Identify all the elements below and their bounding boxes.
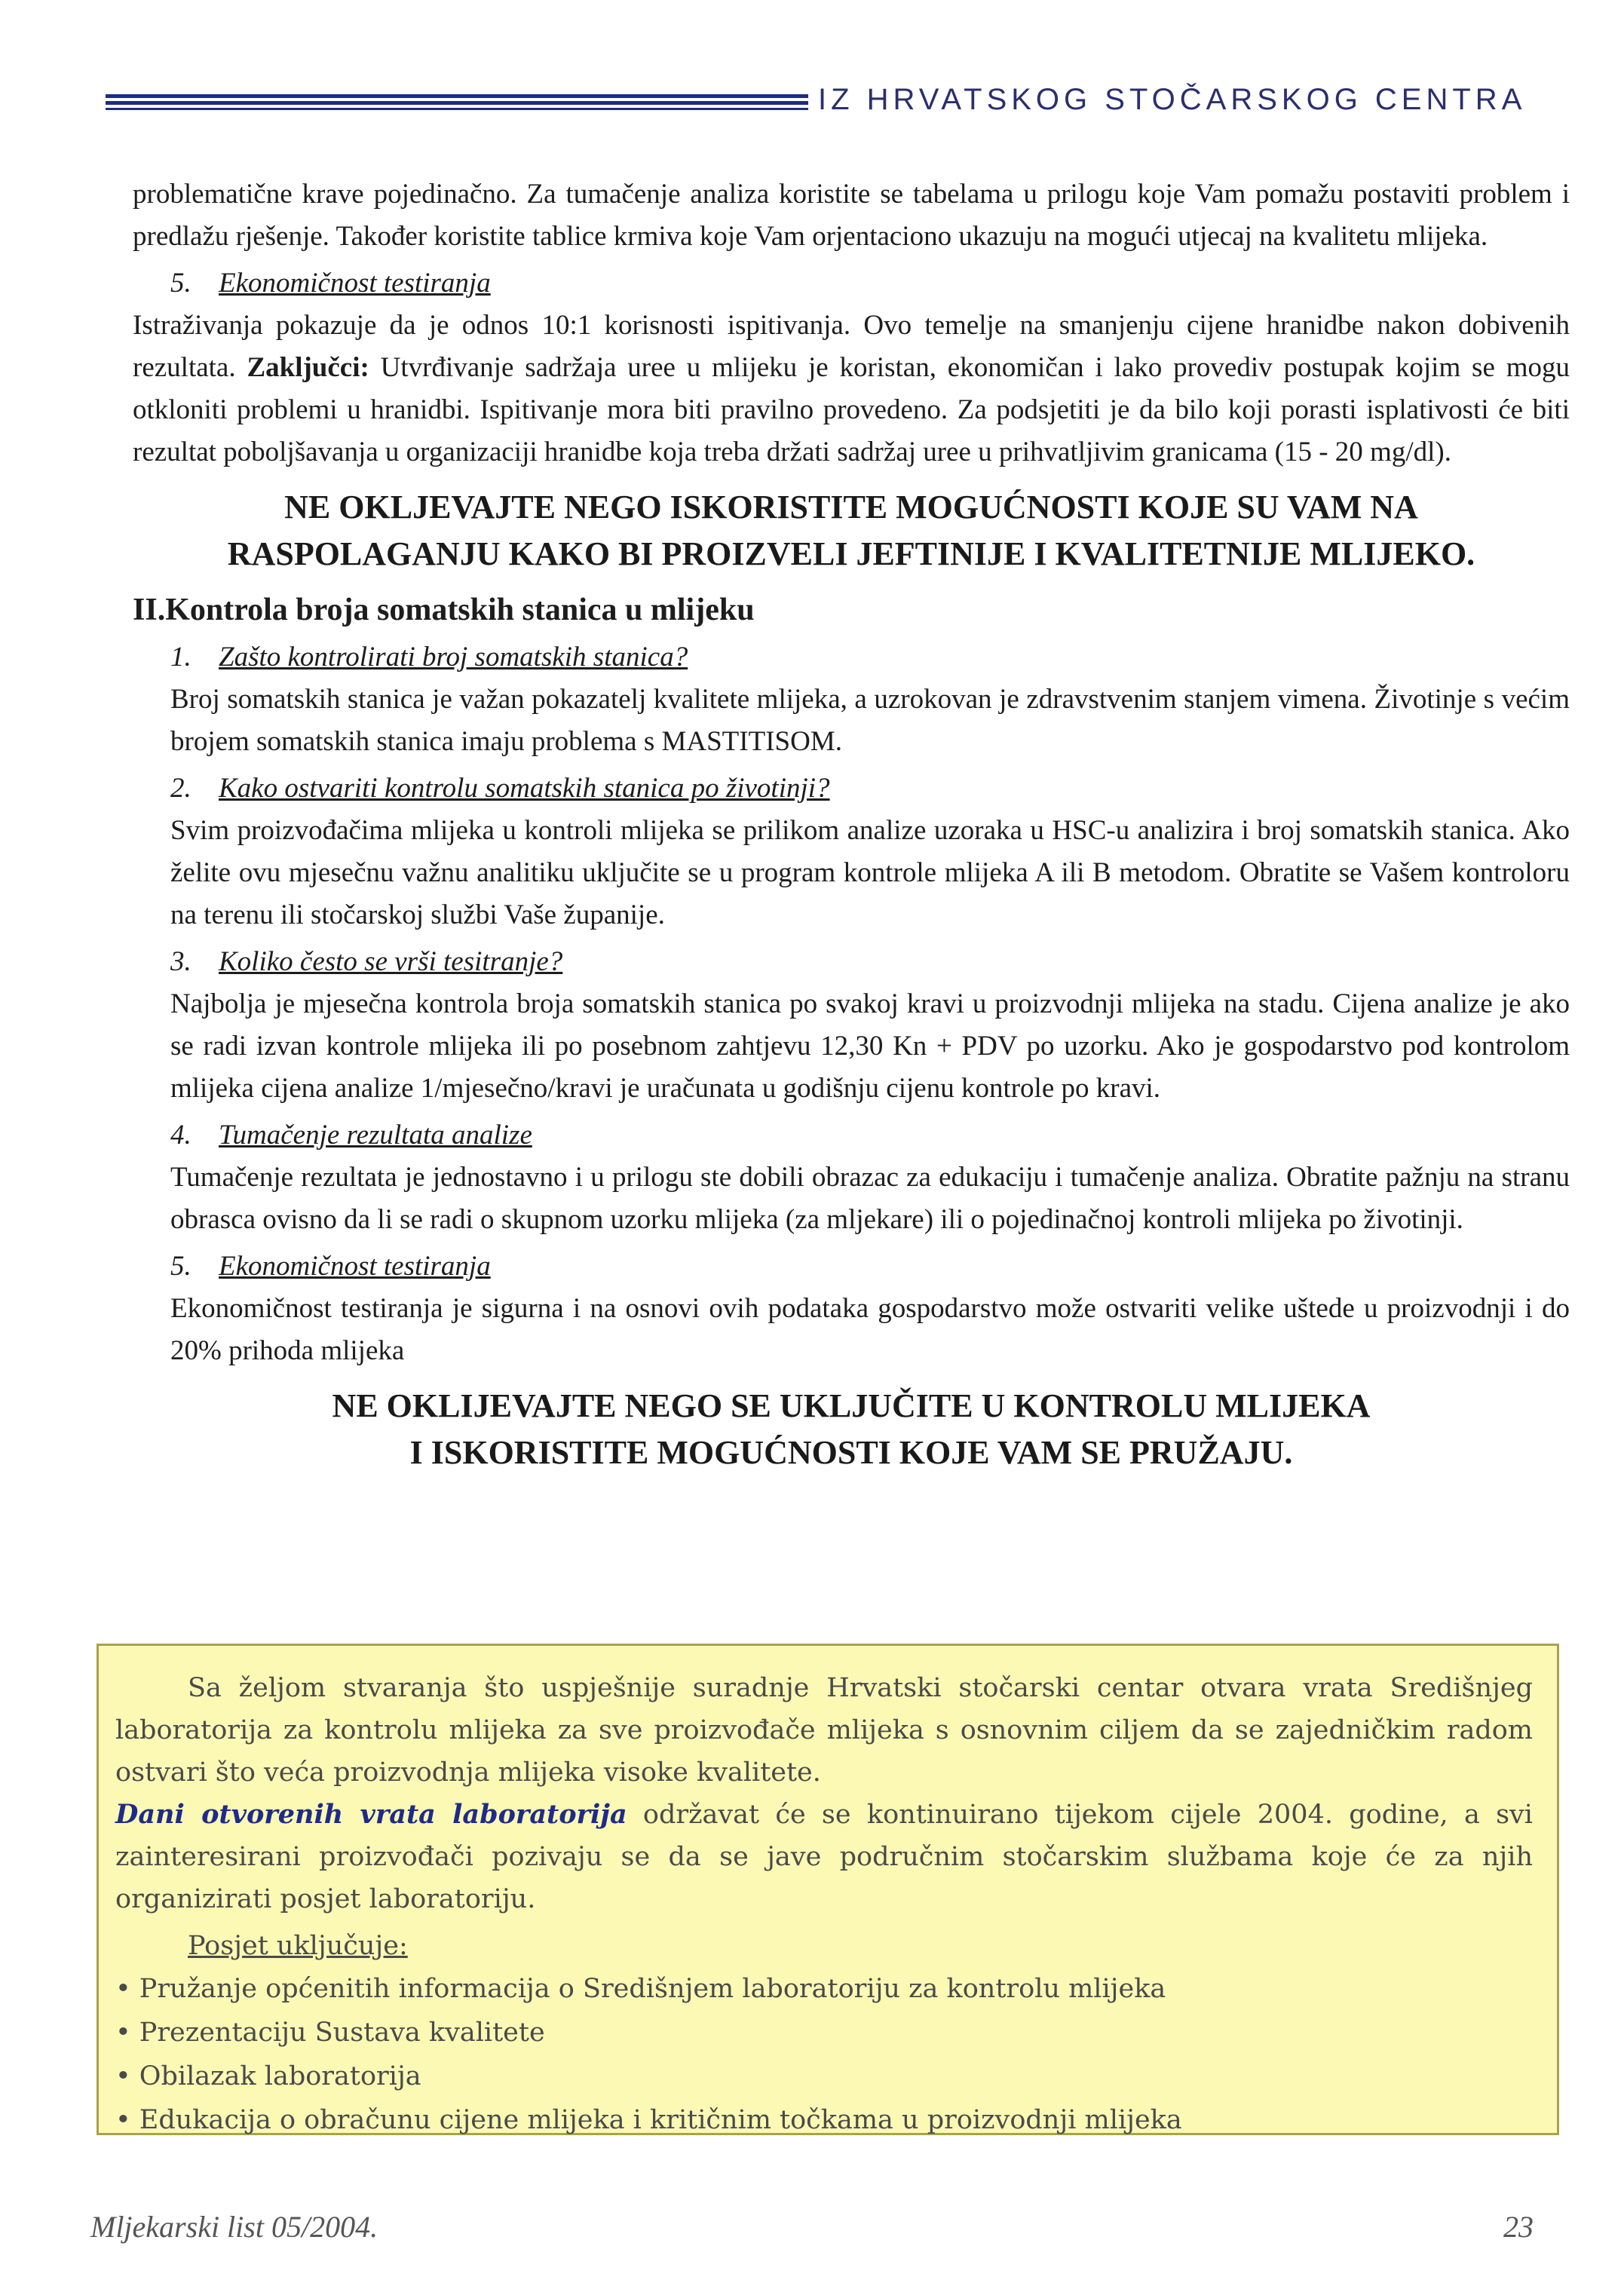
item-1-text: Broj somatskih stanica je važan pokazatelj kvalitete mlijeka, a uzrokovan je zdravstvenim stanjem vimena. Životinje s većim brojem somatskih stanica imaju problema s MASTITISOM.: [170, 684, 1570, 757]
notice-2: [133, 1383, 1570, 1476]
subheading-2: [170, 768, 1570, 810]
notice-1: [133, 484, 1570, 578]
section-2-items: [133, 636, 1570, 1372]
item-4-text: Tumačenje rezultata je jednostavno i u prilogu ste dobili obrazac za edukaciju i tumačenje analiza. Obratite pažnju na stranu obrasca ovisno da li se radi o skupnom uzorku mlijeka (za mljekare) ili o pojedinačnoj kontroli mlijeka po životinji.: [170, 1162, 1570, 1235]
item-5-text: Ekonomičnost testiranja je sigurna i na osnovi ovih podataka gospodarstvo može ostvariti velike uštede u proizvodnji i do 20% prihoda mlijeka: [170, 1293, 1570, 1366]
subheading-number: 4.: [170, 1120, 192, 1151]
open-day-info-box: [97, 1644, 1559, 2135]
main-content: [133, 173, 1570, 1487]
subheading-number: 5.: [170, 268, 192, 299]
page-header: [106, 83, 1568, 128]
info-box-content: [115, 1667, 1533, 2142]
open-days-emphasis: Dani otvorenih vrata laboratorija: [115, 1799, 627, 1830]
subheading-3: [170, 941, 1570, 983]
list-item: • Pružanje općenitih informacija o Središnjem laboratoriju za kontrolu mlijeka: [115, 1974, 1166, 2004]
notice-2-line-2: I ISKORISTITE MOGUĆNOSTI KOJE VAM SE PRUŽAJU.: [409, 1434, 1293, 1471]
economy-text-a: Istraživanja pokazuje da je odnos 10:1 korisnosti ispitivanja. Ovo temelje na smanjenju cijene hranidbe nakon dobivenih rezultata.: [133, 310, 1570, 383]
page-number: 23: [1503, 2210, 1534, 2244]
subheading-title: Ekonomičnost testiranja: [219, 1251, 491, 1282]
info-paragraph-1: Sa željom stvaranja što uspješnije suradnje Hrvatski stočarski centar otvara vrata Središnjeg laboratorija za kontrolu mlijeka za sve proizvođače mlijeka s osnovnim ciljem da se zajedničkim radom ostvari što veća proizvodnja mlijeka visoke kvalitete.: [115, 1673, 1533, 1788]
subheading-number: 1.: [170, 642, 192, 673]
list-item: • Edukacija o obračunu cijene mlijeka i kritičnim točkama u proizvodnji mlijeka: [115, 2105, 1182, 2135]
section-2-title: II.Kontrola broja somatskih stanica u mlijeku: [133, 593, 755, 627]
subheading-1: [170, 636, 1570, 679]
notice-1-line-1: NE OKLJEVAJTE NEGO ISKORISTITE MOGUĆNOSTI KOJE SU VAM NA: [284, 489, 1418, 526]
header-title: IZ HRVATSKOG STOČARSKOG CENTRA: [818, 83, 1527, 116]
subheading-title: Koliko često se vrši tesitranje?: [219, 946, 563, 977]
publication-name: Mljekarski list 05/2004.: [90, 2210, 378, 2244]
subheading-title: Kako ostvariti kontrolu somatskih stanica po životinji?: [219, 773, 830, 804]
item-3-text: Najbolja je mjesečna kontrola broja somatskih stanica po svakoj kravi u proizvodnji mlijeka na stadu. Cijena analize je ako se radi izvan kontrole mlijeka ili po posebnom zahtjevu 12,30 Kn + PDV po uzorku. Ako je gospodarstvo pod kontrolom mlijeka cijena analize 1/mjesečno/kravi je uračunata u godišnju cijenu kontrole po kravi.: [170, 988, 1570, 1104]
subheading-4: [170, 1114, 1570, 1157]
subheading-title: Tumačenje rezultata analize: [219, 1120, 532, 1151]
subheading-title: Ekonomičnost testiranja: [219, 268, 491, 299]
list-item: • Prezentaciju Sustava kvalitete: [115, 2018, 545, 2048]
economy-text-b: Utvrđivanje sadržaja uree u mlijeku je koristan, ekonomičan i lako provediv postupak kojim se mogu otkloniti problemi u hranidbi. Ispitivanje mora biti pravilno provedeno. Za podsjetiti je da bilo koji porasti isplativosti će biti rezultat poboljšavanja u organizaciji hranidbe koja treba držati sadržaj uree u prihvatljivim granicama (15 - 20 mg/dl).: [133, 352, 1570, 467]
visit-bullet-list: [115, 1967, 1533, 2142]
notice-2-line-1: NE OKLIJEVAJTE NEGO SE UKLJUČITE U KONTROLU MLIJEKA: [332, 1387, 1371, 1424]
list-item: • Obilazak laboratorija: [115, 2061, 421, 2091]
visit-includes-title: Posjet uključuje:: [188, 1931, 408, 1961]
subheading-5: [170, 1246, 1570, 1288]
subheading-number: 3.: [170, 946, 192, 977]
header-rule: [106, 94, 808, 113]
info-paragraph-2: [115, 1794, 1533, 1920]
economy-paragraph: [133, 305, 1570, 473]
item-2-text: Svim proizvođačima mlijeka u kontroli mlijeka se prilikom analize uzoraka u HSC-u analizira i broj somatskih stanica. Ako želite ovu mjesečnu važnu analitiku uključite se u program kontrole mlijeka A ili B metodom. Obratite se Vašem kontroloru na terenu ili stočarskoj službi Vaše županije.: [170, 815, 1570, 930]
info-paragraph-2-rest: održavat će se kontinuirano tijekom cijele 2004. godine, a svi zainteresirani proizvođači pozivaju se da se jave područnim stočarskim službama koje će za njih organizirati posjet laboratoriju.: [115, 1800, 1533, 1914]
notice-1-line-2: RASPOLAGANJU KAKO BI PROIZVELI JEFTINIJE I KVALITETNIJE MLIJEKO.: [227, 535, 1475, 572]
conclusions-label: Zaključci:: [247, 352, 369, 383]
intro-paragraph: problematične krave pojedinačno. Za tumačenje analiza koristite se tabelama u prilogu koje Vam pomažu postaviti problem i predlažu rješenje. Također koristite tablice krmiva koje Vam orjentaciono ukazuju na mogući utjecaj na kvalitetu mlijeka.: [133, 179, 1570, 252]
subheading-number: 5.: [170, 1251, 192, 1282]
subheading-economy-1: [170, 262, 1570, 305]
subheading-number: 2.: [170, 773, 192, 804]
page-footer: [0, 2209, 1624, 2254]
subheading-title: Zašto kontrolirati broj somatskih stanica?: [219, 642, 688, 673]
